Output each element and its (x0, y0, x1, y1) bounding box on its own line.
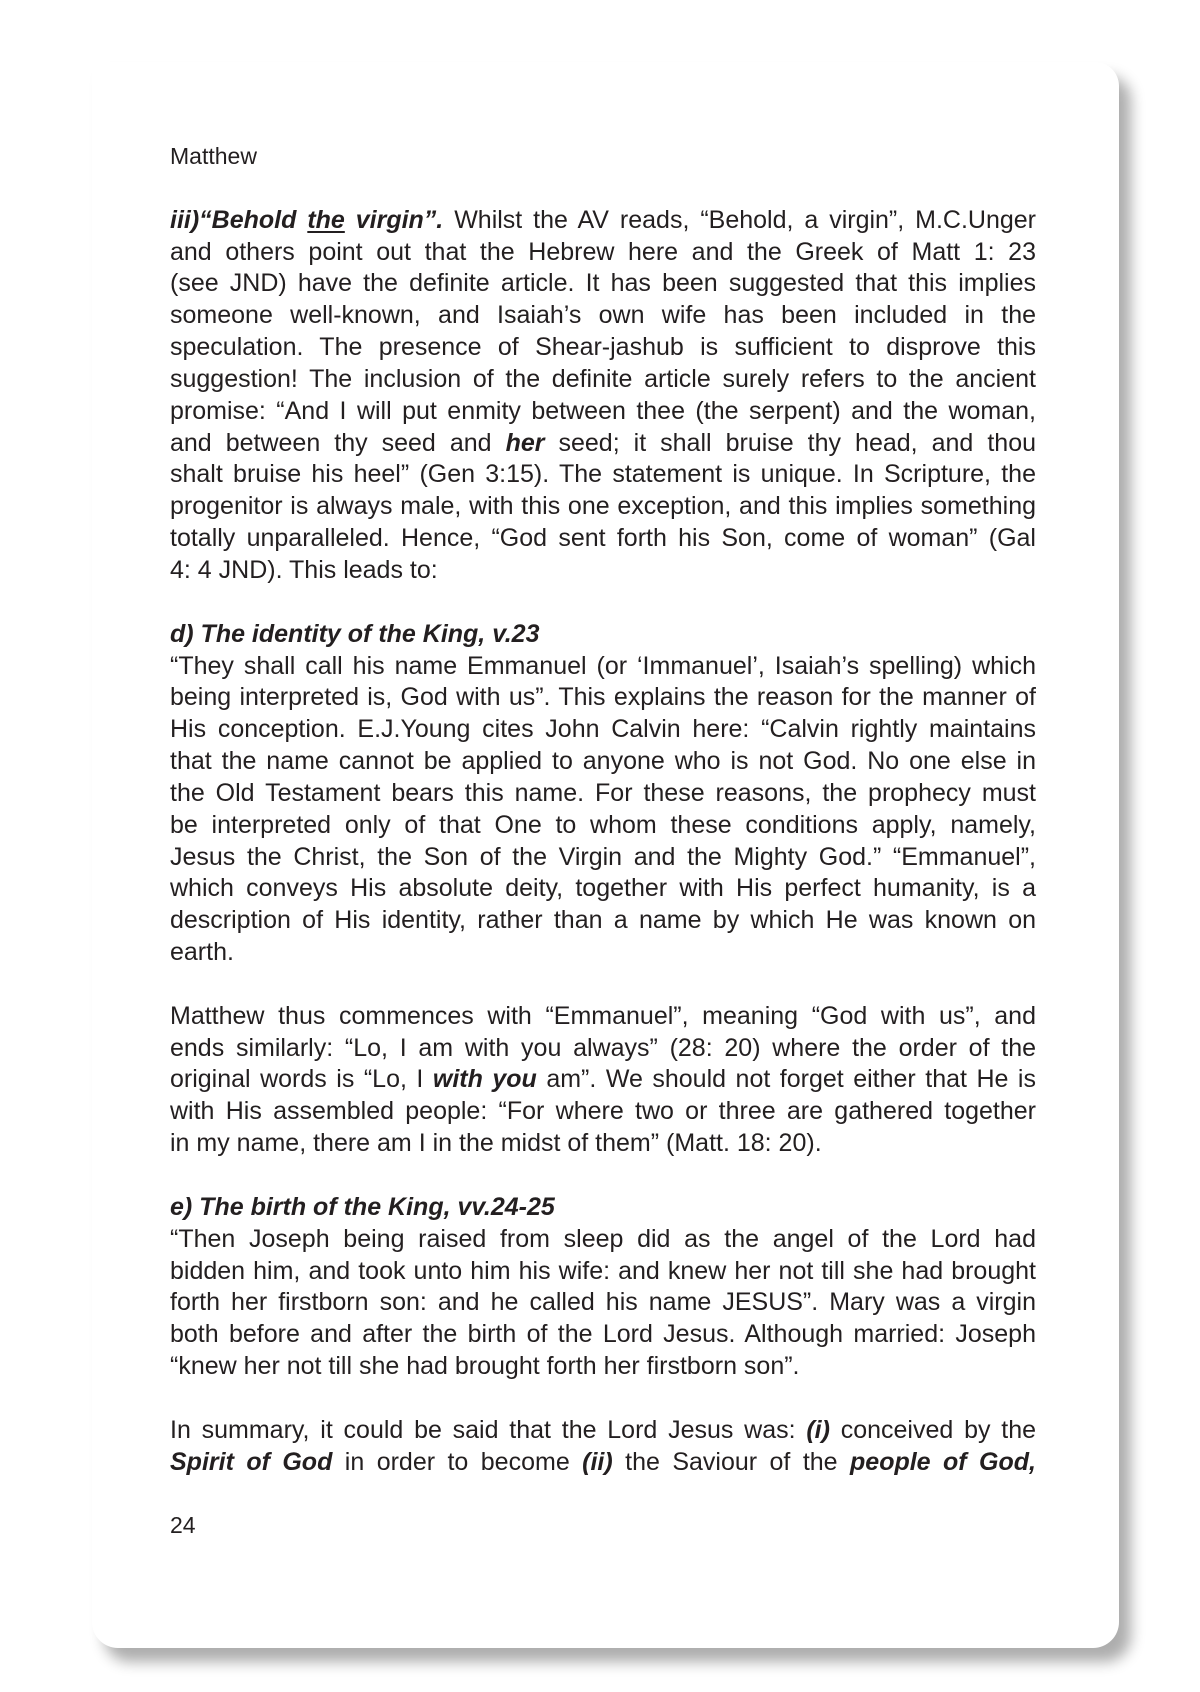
body-text-run: seed; it shall bruise thy head, and thou (544, 428, 1036, 457)
paragraph (170, 651, 1036, 969)
text-line (170, 237, 1036, 269)
body-text-run: and others point out that the Hebrew here and the Greek of Matt 1: 23 (170, 237, 1036, 266)
paragraph (170, 205, 1036, 587)
body-text-run: being interpreted is, God with us”. This explains the reason for the manner of (170, 683, 1036, 712)
text-line (170, 873, 1036, 905)
body-text (170, 205, 1036, 1479)
text-line (170, 1001, 1036, 1033)
emphasis-text: Spirit of God (170, 1447, 333, 1476)
text-section (170, 1192, 1036, 1383)
body-text-run: 4: 4 JND). This leads to: (170, 555, 438, 584)
body-text-run: suggestion! The inclusion of the definite article surely refers to the ancient (170, 364, 1036, 393)
body-text-run: in order to become (332, 1447, 583, 1476)
text-line (170, 682, 1036, 714)
text-line (170, 1033, 1036, 1065)
body-text-run: Jesus the Christ, the Son of the Virgin and the Mighty God.” “Emmanuel”, (170, 842, 1036, 871)
text-line (170, 555, 1036, 587)
body-text-run: “They shall call his name Emmanuel (or ‘Immanuel’, Isaiah’s spelling) which (170, 651, 1036, 680)
text-line (170, 205, 1036, 237)
body-text-run: description of His identity, rather than a name by which He was known on (170, 906, 1036, 935)
text-line (170, 364, 1036, 396)
text-line (170, 1224, 1036, 1256)
body-text-run: both before and after the birth of the Lord Jesus. Although married: Joseph (170, 1320, 1036, 1349)
text-line (170, 1287, 1036, 1319)
body-text-run: In summary, it could be said that the Lord Jesus was: (170, 1415, 807, 1444)
section-heading: e) The birth of the King, vv.24-25 (170, 1192, 555, 1221)
text-line (170, 778, 1036, 810)
body-text-run: promise: “And I will put enmity between thee (the serpent) and the woman, (170, 396, 1036, 425)
body-text-run: Whilst the AV reads, “Behold, a virgin”, M.C.Unger (443, 205, 1036, 234)
body-text-run: someone well-known, and Isaiah’s own wife has been included in the (170, 301, 1036, 330)
text-section (170, 1001, 1036, 1160)
text-line (170, 300, 1036, 332)
text-line (170, 459, 1036, 491)
body-text-run: with His assembled people: “For where two or three are gathered together (170, 1097, 1036, 1126)
paragraph (170, 1415, 1036, 1479)
page-number: 24 (170, 1512, 196, 1539)
body-text-run: earth. (170, 938, 234, 967)
body-text-run: totally unparalleled. Hence, “God sent forth his Son, come of woman” (Gal (170, 524, 1036, 553)
text-line (170, 332, 1036, 364)
section-heading: d) The identity of the King, v.23 (170, 619, 540, 648)
body-text-run: the Old Testament bears this name. For these reasons, the prophecy must (170, 778, 1036, 807)
text-line (170, 905, 1036, 937)
body-text-run: am”. We should not forget either that He is (536, 1065, 1036, 1094)
body-text-run: speculation. The presence of Shear-jashub is sufficient to disprove this (170, 333, 1036, 362)
running-head: Matthew (170, 143, 257, 169)
text-section (170, 1415, 1036, 1479)
text-line (170, 1128, 1036, 1160)
text-line (170, 1096, 1036, 1128)
emphasis-text: virgin”. (344, 205, 444, 234)
text-line (170, 1064, 1036, 1096)
text-line (170, 523, 1036, 555)
body-text-run: (see JND) have the definite article. It has been suggested that this implies (170, 269, 1036, 298)
text-line (170, 1256, 1036, 1288)
body-text-run: His conception. E.J.Young cites John Calvin here: “Calvin rightly maintains (170, 715, 1036, 744)
emphasis-text: with you (432, 1065, 537, 1094)
body-text-run: forth her firstborn son: and he called his name JESUS”. Mary was a virgin (170, 1288, 1036, 1317)
text-line (170, 1351, 1036, 1383)
body-text-run: Matthew thus commences with “Emmanuel”, meaning “God with us”, and (170, 1001, 1036, 1030)
body-text-run: be interpreted only of that One to whom these conditions apply, namely, (170, 810, 1036, 839)
body-text-run: “knew her not till she had brought forth her firstborn son”. (170, 1352, 800, 1381)
emphasis-text: her (505, 428, 545, 457)
emphasis-text: (ii) (582, 1447, 613, 1476)
text-line (170, 428, 1036, 460)
emphasis-text: iii)“Behold (170, 205, 308, 234)
text-line (170, 491, 1036, 523)
text-section (170, 205, 1036, 587)
body-text-run: progenitor is always male, with this one exception, and this implies something (170, 492, 1036, 521)
body-text-run: that the name cannot be applied to anyone who is not God. No one else in (170, 747, 1036, 776)
text-line (170, 810, 1036, 842)
body-text-run: and between thy seed and (170, 428, 506, 457)
text-line (170, 842, 1036, 874)
body-text-run: ends similarly: “Lo, I am with you always” (28: 20) where the order of the (170, 1033, 1036, 1062)
body-text-run: original words is “Lo, I (170, 1065, 433, 1094)
emphasis-text: people of God, (850, 1447, 1036, 1476)
text-line (170, 937, 1036, 969)
text-line (170, 1319, 1036, 1351)
text-line (170, 746, 1036, 778)
text-section (170, 619, 1036, 969)
text-line (170, 651, 1036, 683)
body-text-run: bidden him, and took unto him his wife: and knew her not till she had brought (170, 1256, 1036, 1285)
emphasis-text: the (307, 205, 345, 234)
text-line (170, 268, 1036, 300)
paragraph (170, 1001, 1036, 1160)
text-line (170, 1447, 1036, 1479)
body-text-run: which conveys His absolute deity, together with His perfect humanity, is a (170, 874, 1036, 903)
text-line (170, 714, 1036, 746)
paragraph (170, 1224, 1036, 1383)
body-text-run: conceived by the (829, 1415, 1036, 1444)
body-text-run: the Saviour of the (612, 1447, 851, 1476)
body-text-run: “Then Joseph being raised from sleep did as the angel of the Lord had (170, 1224, 1036, 1253)
body-text-run: in my name, there am I in the midst of them” (Matt. 18: 20). (170, 1129, 822, 1158)
body-text-run: shalt bruise his heel” (Gen 3:15). The statement is unique. In Scripture, the (170, 460, 1036, 489)
emphasis-text: (i) (806, 1415, 830, 1444)
page-text-block (170, 141, 1036, 1542)
text-line (170, 396, 1036, 428)
text-line (170, 1415, 1036, 1447)
